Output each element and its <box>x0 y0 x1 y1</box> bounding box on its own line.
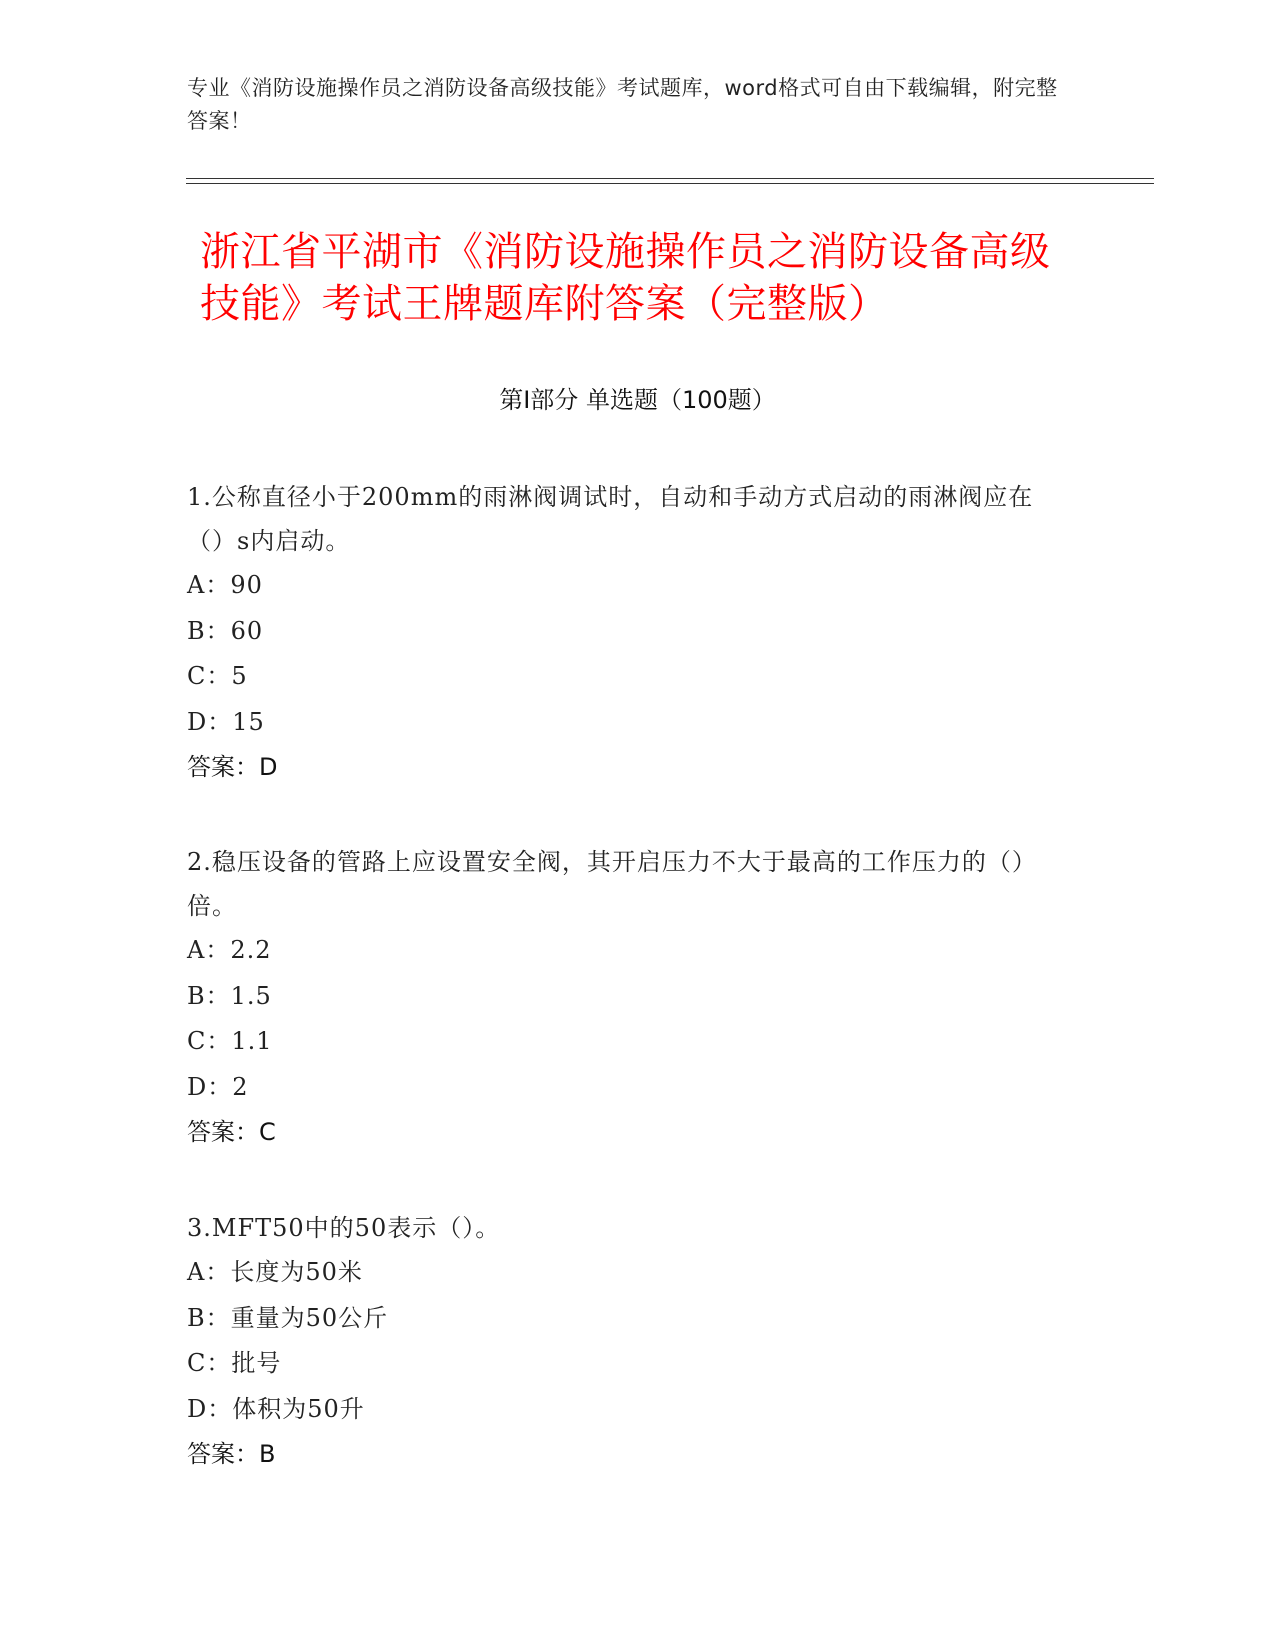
document-title: 浙江省平湖市《消防设施操作员之消防设备高级技能》考试王牌题库附答案（完整版） <box>200 229 1051 327</box>
header-note: 专业《消防设施操作员之消防设备高级技能》考试题库，word格式可自由下载编辑，附完整答案！ <box>187 76 1058 133</box>
question-stem: 3.MFT50中的50表示（）。 <box>187 1214 501 1242</box>
option-c: C：5 <box>187 662 248 690</box>
option-b: B：重量为50公斤 <box>187 1303 389 1332</box>
answer: 答案：D <box>187 753 278 781</box>
header-divider-top <box>186 178 1154 179</box>
option-b: B：60 <box>187 616 264 645</box>
option-b: B：1.5 <box>187 981 272 1010</box>
question-block <box>187 1206 1067 1478</box>
question-block <box>187 840 1067 1156</box>
option-d: D：体积为50升 <box>187 1394 365 1423</box>
answer: 答案：B <box>187 1440 276 1468</box>
question-block <box>187 475 1067 791</box>
option-a: A：90 <box>187 571 263 599</box>
section-title: 第Ⅰ部分 单选题（100题） <box>499 386 776 414</box>
option-c: C：1.1 <box>187 1027 273 1055</box>
option-a: A：2.2 <box>187 936 272 964</box>
header-divider-bottom <box>186 183 1154 184</box>
option-c: C：批号 <box>187 1349 282 1377</box>
option-a: A：长度为50米 <box>187 1258 363 1286</box>
option-d: D：15 <box>187 707 265 736</box>
question-stem: 1.公称直径小于200mm的雨淋阀调试时，自动和手动方式启动的雨淋阀应在（）s内启动。 <box>187 483 1034 555</box>
answer: 答案：C <box>187 1118 276 1146</box>
option-d: D：2 <box>187 1072 249 1101</box>
question-stem: 2.稳压设备的管路上应设置安全阀，其开启压力不大于最高的工作压力的（）倍。 <box>187 848 1037 920</box>
